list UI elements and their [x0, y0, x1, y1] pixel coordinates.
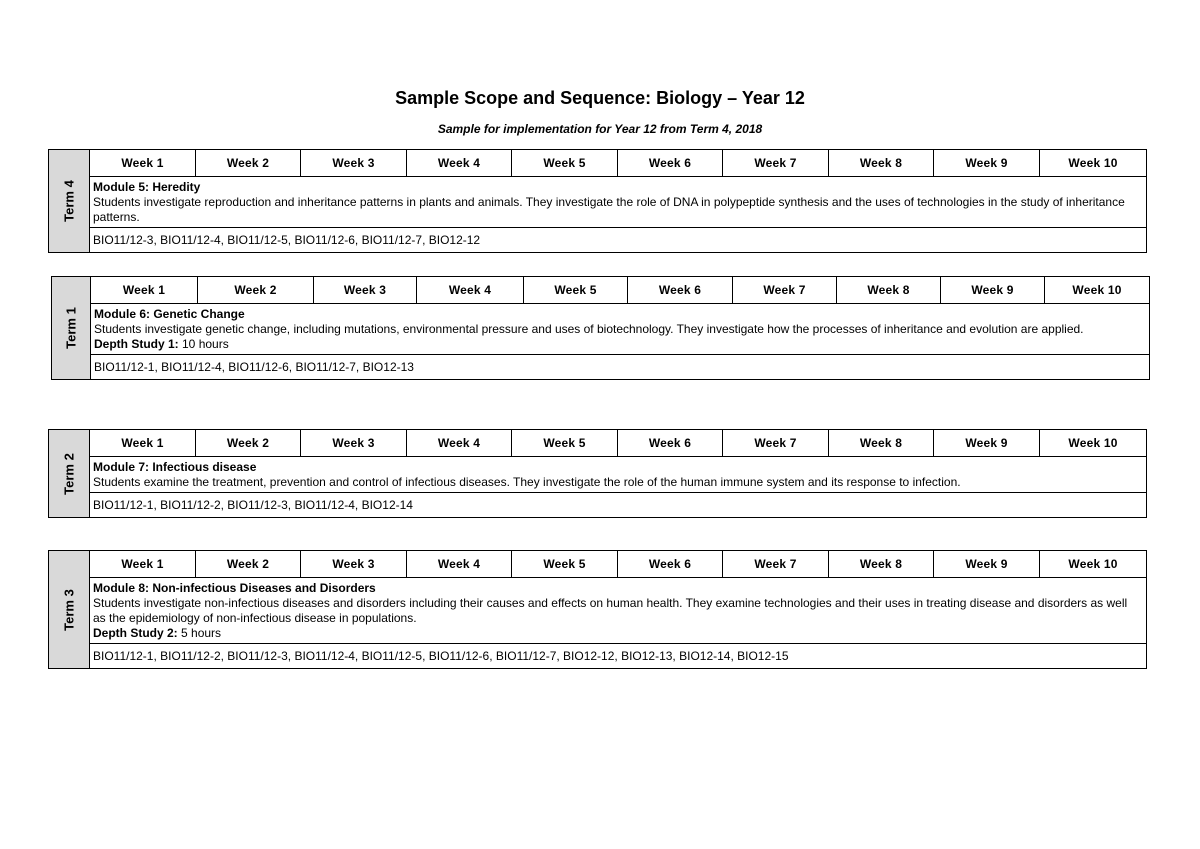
week-header: Week 8	[829, 150, 934, 177]
page-subtitle: Sample for implementation for Year 12 from Term 4, 2018	[437, 122, 763, 136]
module-description: Students examine the treatment, prevention and control of infectious diseases. They investigate the role of the human immune system and its response to infection.	[93, 475, 961, 489]
term-table	[51, 276, 1150, 380]
module-cell	[90, 177, 1147, 228]
term-table	[48, 550, 1147, 669]
week-header: Week 9	[934, 150, 1040, 177]
week-header: Week 9	[941, 277, 1045, 304]
depth-study	[93, 626, 1143, 641]
week-header: Week 8	[829, 430, 934, 457]
page-title: Sample Scope and Sequence: Biology – Year 12	[395, 88, 805, 108]
week-header: Week 3	[301, 551, 407, 578]
module-title: Module 6: Genetic Change	[94, 307, 245, 321]
module-description: Students investigate reproduction and inheritance patterns in plants and animals. They investigate the role of DNA in polypeptide synthesis and the uses of technologies in the study of inheritance patterns.	[93, 195, 1125, 224]
week-header: Week 4	[407, 150, 512, 177]
module-cell	[90, 578, 1147, 644]
week-header: Week 8	[837, 277, 941, 304]
week-header: Week 10	[1040, 150, 1147, 177]
week-header: Week 2	[196, 551, 301, 578]
week-header: Week 3	[314, 277, 417, 304]
week-header: Week 7	[723, 551, 829, 578]
week-header: Week 4	[417, 277, 524, 304]
week-header: Week 6	[618, 150, 723, 177]
term-label: Term 1	[52, 277, 91, 380]
depth-study-label: Depth Study 1:	[94, 337, 179, 351]
outcome-codes: BIO11/12-1, BIO11/12-2, BIO11/12-3, BIO11/12-4, BIO11/12-5, BIO11/12-6, BIO11/12-7, BIO12-12, BIO12-13, BIO12-14, BIO12-15	[90, 644, 1147, 669]
week-header: Week 3	[301, 150, 407, 177]
week-header: Week 8	[829, 551, 934, 578]
term-label: Term 4	[49, 150, 90, 253]
week-header: Week 10	[1040, 551, 1147, 578]
week-header: Week 6	[618, 430, 723, 457]
module-cell	[91, 304, 1150, 355]
depth-study-hours: 10 hours	[178, 337, 229, 351]
week-header: Week 5	[512, 150, 618, 177]
week-header: Week 10	[1045, 277, 1150, 304]
outcome-codes: BIO11/12-1, BIO11/12-2, BIO11/12-3, BIO11/12-4, BIO12-14	[90, 493, 1147, 518]
week-header: Week 2	[198, 277, 314, 304]
module-title: Module 8: Non-infectious Diseases and Disorders	[93, 581, 376, 595]
week-header: Week 9	[934, 430, 1040, 457]
week-header: Week 10	[1040, 430, 1147, 457]
term-table	[48, 429, 1147, 518]
module-description: Students investigate non-infectious diseases and disorders including their causes and effects on human health. They examine technologies and their uses in treating disease and disorders as well as the epidemiology of non-infectious disease in populations.	[93, 596, 1128, 625]
week-header: Week 1	[90, 150, 196, 177]
outcome-codes: BIO11/12-3, BIO11/12-4, BIO11/12-5, BIO11/12-6, BIO11/12-7, BIO12-12	[90, 228, 1147, 253]
week-header: Week 4	[407, 430, 512, 457]
term-label: Term 3	[49, 551, 90, 669]
module-title: Module 5: Heredity	[93, 180, 201, 194]
depth-study-label: Depth Study 2:	[93, 626, 178, 640]
depth-study-hours: 5 hours	[177, 626, 222, 640]
week-header: Week 6	[628, 277, 733, 304]
depth-study	[94, 337, 1146, 352]
week-header: Week 4	[407, 551, 512, 578]
week-header: Week 9	[934, 551, 1040, 578]
week-header: Week 1	[91, 277, 198, 304]
term-table	[48, 149, 1147, 253]
week-header: Week 1	[90, 430, 196, 457]
week-header: Week 2	[196, 150, 301, 177]
week-header: Week 5	[512, 430, 618, 457]
module-description: Students investigate genetic change, including mutations, environmental pressure and uses of biotechnology. They investigate how the processes of inheritance and evolution are applied.	[94, 322, 1084, 336]
outcome-codes: BIO11/12-1, BIO11/12-4, BIO11/12-6, BIO11/12-7, BIO12-13	[91, 355, 1150, 380]
module-title: Module 7: Infectious disease	[93, 460, 257, 474]
term-label: Term 2	[49, 430, 90, 518]
week-header: Week 7	[723, 150, 829, 177]
week-header: Week 2	[196, 430, 301, 457]
week-header: Week 5	[524, 277, 628, 304]
week-header: Week 1	[90, 551, 196, 578]
week-header: Week 3	[301, 430, 407, 457]
week-header: Week 7	[723, 430, 829, 457]
week-header: Week 6	[618, 551, 723, 578]
module-cell	[90, 457, 1147, 493]
week-header: Week 7	[733, 277, 837, 304]
week-header: Week 5	[512, 551, 618, 578]
